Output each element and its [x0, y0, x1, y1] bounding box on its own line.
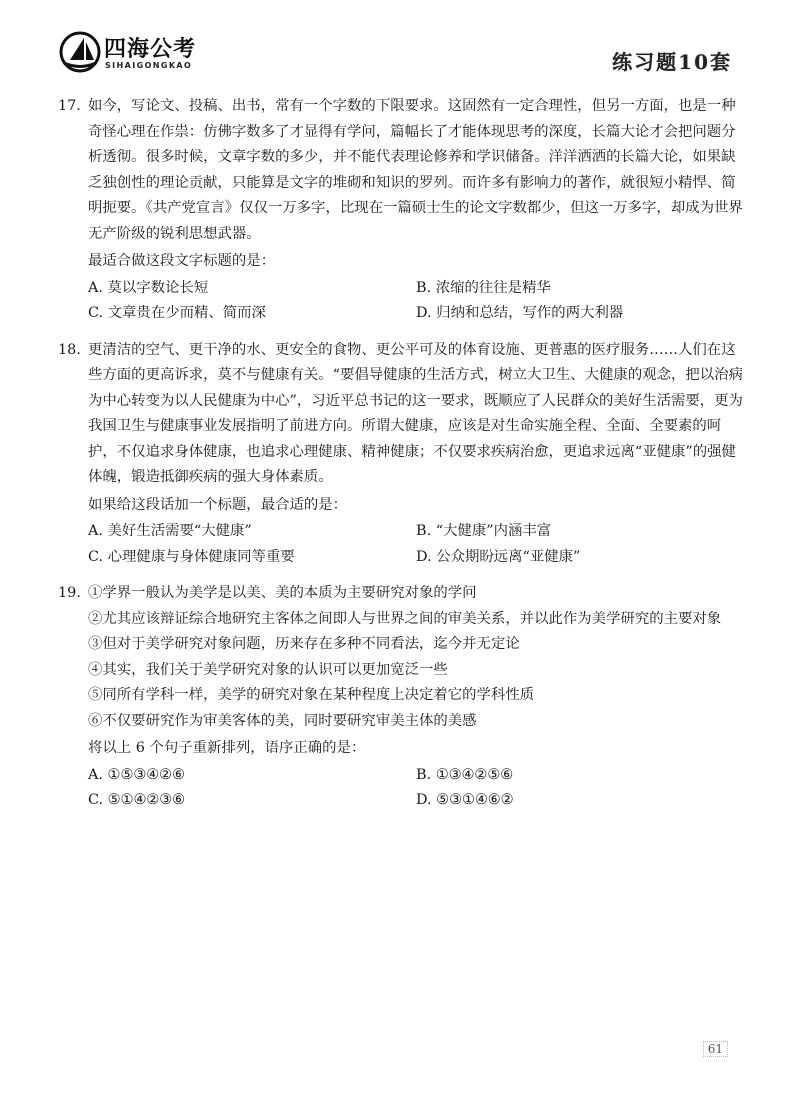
option-a: A. 莫以字数论长短 — [88, 279, 209, 296]
option-c: C. ⑤①④②③⑥ — [88, 792, 186, 808]
sailboat-logo-icon — [58, 30, 102, 74]
option-c: C. 文章贵在少而精、简而深 — [88, 305, 266, 321]
option-list — [88, 276, 748, 327]
question-stem: 如果给这段话加一个标题，最合适的是： — [88, 496, 348, 513]
sentence-1: ①学界一般认为美学是以美、美的本质为主要研究对象的学问 — [88, 585, 477, 601]
question-number: 18. — [58, 341, 81, 358]
option-d: D. 公众期盼远离“亚健康” — [416, 548, 581, 565]
question-stem: 最适合做这段文字标题的是： — [88, 253, 276, 269]
sentence-2: ②尤其应该辩证综合地研究主客体之间即人与世界之间的审美关系，并以此作为美学研究的主要对象 — [88, 610, 722, 627]
question-number: 17. — [58, 98, 81, 114]
set-title: 练习题10套 — [612, 50, 732, 74]
option-b: B. ①③④②⑤⑥ — [416, 766, 514, 783]
option-c: C. 心理健康与身体健康同等重要 — [88, 548, 295, 565]
option-list — [88, 763, 748, 814]
question-number: 19. — [58, 585, 81, 601]
option-a: A. ①⑤③④②⑥ — [88, 766, 185, 783]
question-18 — [58, 338, 748, 571]
page-number: 61 — [703, 1041, 728, 1057]
brand-logo — [58, 30, 258, 78]
option-list — [88, 519, 748, 570]
sentence-3: ③但对于美学研究对象问题，历来存在多种不同看法，迄今并无定论 — [88, 636, 520, 652]
question-19 — [58, 581, 748, 814]
question-paragraph: 如今，写论文、投稿、出书，常有一个字数的下限要求。这固然有一定合理性，但另一方面，也是一种奇怪心理在作祟：仿佛字数多了才显得有学问，篇幅长了才能体现思考的深度，长篇大论才会把问题分析透彻。很多时候，文章字数的多少，并不能代表理论修养和学识储备。洋洋洒洒的长篇大论，如果缺乏独创性的理论贡献，只能算是文字的堆砌和知识的罗列。而许多有影响力的著作，就很短小精悍、简明扼要。《共产党宣言》仅仅一万多字，比现在一篇硕士生的论文字数都少，但这一万多字，却成为世界无产阶级的锐利思想武器。 — [88, 98, 743, 242]
brand-name-cn: 四海公考 — [104, 37, 197, 62]
question-17 — [58, 94, 748, 327]
question-stem: 将以上 6 个句子重新排列，语序正确的是： — [88, 740, 366, 756]
option-b: B. “大健康”内涵丰富 — [416, 523, 552, 539]
sentence-6: ⑥不仅要研究作为审美客体的美，同时要研究审美主体的美感 — [88, 712, 477, 729]
option-d: D. 归纳和总结，写作的两大利器 — [416, 305, 624, 321]
sentence-5: ⑤同所有学科一样，美学的研究对象在某种程度上决定着它的学科性质 — [88, 687, 535, 703]
question-list — [58, 94, 748, 814]
question-paragraph: 更清洁的空气、更干净的水、更安全的食物、更公平可及的体育设施、更普惠的医疗服务……人们在这些方面的更高诉求，莫不与健康有关。“要倡导健康的生活方式，树立大卫生、大健康的观念，把以治病为中心转变为以人民健康为中心”，习近平总书记的这一要求，既顺应了人民群众的美好生活需要，更为我国卫生与健康事业发展指明了前进方向。所谓大健康，应该是对生命实施全程、全面、全要素的呵护，不仅追求身体健康，也追求心理健康、精神健康；不仅要求疾病治愈，更追求远离“亚健康”的强健体魄，锻造抵御疾病的强大身体素质。 — [88, 341, 743, 485]
option-b: B. 浓缩的往往是精华 — [416, 279, 551, 296]
page-header — [0, 0, 800, 90]
brand-name-en: SIHAIGONGKAO — [105, 61, 193, 70]
option-d: D. ⑤③①④⑥② — [416, 792, 514, 808]
option-a: A. 美好生活需要“大健康” — [88, 523, 252, 539]
sentence-4: ④其实，我们关于美学研究对象的认识可以更加宽泛一些 — [88, 661, 448, 678]
